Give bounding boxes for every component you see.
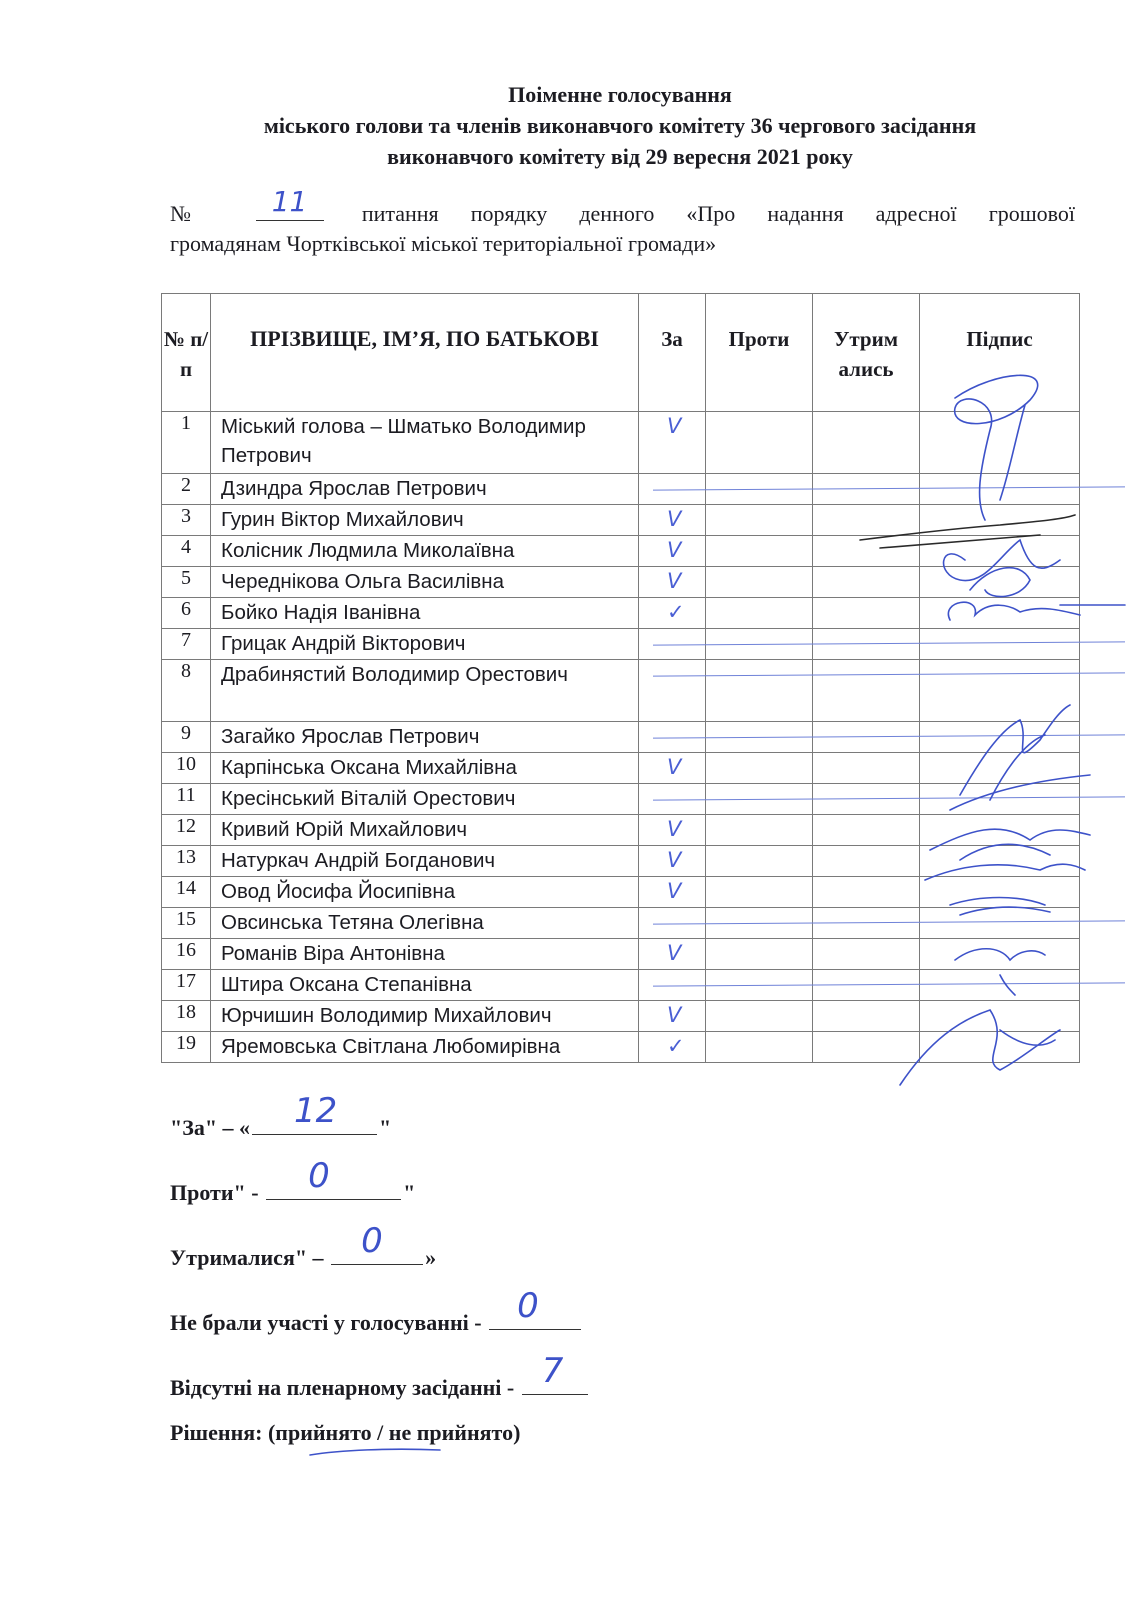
table-row <box>162 598 1080 629</box>
vote-abstain-cell <box>813 598 920 629</box>
row-number: 16 <box>162 939 211 970</box>
header-against: Проти <box>706 294 813 412</box>
member-name: Штира Оксана Степанівна <box>211 970 639 1001</box>
vote-for-cell <box>639 660 706 722</box>
row-number: 15 <box>162 908 211 939</box>
vote-for-cell <box>639 877 706 908</box>
abstain-count-field <box>331 1221 423 1265</box>
not-voted-count-field <box>489 1286 581 1330</box>
question-line-1 <box>170 185 1076 230</box>
row-number: 10 <box>162 753 211 784</box>
table-row <box>162 970 1080 1001</box>
signature-cell <box>920 1032 1080 1063</box>
table-row <box>162 784 1080 815</box>
vote-against-cell <box>706 1001 813 1032</box>
member-name: Кресінський Віталій Орестович <box>211 784 639 815</box>
absent-count-field <box>522 1351 588 1395</box>
vote-abstain-cell <box>813 567 920 598</box>
table-row <box>162 474 1080 505</box>
signature-cell <box>920 846 1080 877</box>
vote-against-cell <box>706 412 813 474</box>
vote-check-mark: V <box>667 1003 682 1027</box>
vote-check-mark: V <box>667 507 682 531</box>
member-name: Кривий Юрій Михайлович <box>211 815 639 846</box>
vote-abstain-cell <box>813 815 920 846</box>
vote-against-cell <box>706 877 813 908</box>
member-name: Дзиндра Ярослав Петрович <box>211 474 639 505</box>
signature-cell <box>920 784 1080 815</box>
vote-check-mark: V <box>667 941 682 965</box>
summary-against: Проти" - 0 " <box>170 1156 416 1205</box>
vote-abstain-cell <box>813 970 920 1001</box>
vote-for-cell <box>639 815 706 846</box>
question-line-2: громадянам Чортківської міської територіальної громади» <box>170 231 717 256</box>
vote-against-cell <box>706 1032 813 1063</box>
vote-check-mark: V <box>667 414 682 438</box>
vote-abstain-cell <box>813 1032 920 1063</box>
vote-for-cell <box>639 908 706 939</box>
vote-abstain-cell <box>813 722 920 753</box>
vote-abstain-cell <box>813 474 920 505</box>
vote-against-cell <box>706 536 813 567</box>
signature-cell <box>920 567 1080 598</box>
vote-check-mark: V <box>667 879 682 903</box>
vote-for-cell <box>639 629 706 660</box>
signature-cell <box>920 908 1080 939</box>
vote-for-cell <box>639 567 706 598</box>
summary-decision: Рішення: (прийнято / не прийнято) <box>170 1420 521 1445</box>
row-number: 18 <box>162 1001 211 1032</box>
table-row <box>162 660 1080 722</box>
header-name: ПРІЗВИЩЕ, ІМ’Я, ПО БАТЬКОВІ <box>211 294 639 412</box>
signature-cell <box>920 474 1080 505</box>
vote-abstain-cell <box>813 908 920 939</box>
member-name: Загайко Ярослав Петрович <box>211 722 639 753</box>
member-name: Міський голова – Шматько Володимир Петрович <box>211 412 639 474</box>
signature-cell <box>920 877 1080 908</box>
member-name: Карпінська Оксана Михайлівна <box>211 753 639 784</box>
vote-for-cell <box>639 939 706 970</box>
signature-cell <box>920 412 1080 474</box>
question-number-field <box>256 185 324 221</box>
signature-cell <box>920 598 1080 629</box>
table-row <box>162 567 1080 598</box>
table-row <box>162 753 1080 784</box>
vote-abstain-cell <box>813 412 920 474</box>
vote-against-cell <box>706 908 813 939</box>
table-header-row <box>162 294 1080 412</box>
signature-cell <box>920 629 1080 660</box>
handwritten-absent-count: 7 <box>541 1351 564 1391</box>
vote-against-cell <box>706 505 813 536</box>
header-for: За <box>639 294 706 412</box>
header-abstain: Утрим ались <box>813 294 920 412</box>
member-name: Натуркач Андрій Богданович <box>211 846 639 877</box>
member-name: Гурин Віктор Михайлович <box>211 505 639 536</box>
vote-check-mark: V <box>667 848 682 872</box>
vote-against-cell <box>706 970 813 1001</box>
vote-check-mark: V <box>667 538 682 562</box>
vote-check-mark: V <box>667 755 682 779</box>
vote-abstain-cell <box>813 784 920 815</box>
vote-for-cell <box>639 1001 706 1032</box>
handwritten-against-count: 0 <box>308 1156 330 1196</box>
row-number: 19 <box>162 1032 211 1063</box>
row-number: 1 <box>162 412 211 474</box>
vote-against-cell <box>706 722 813 753</box>
table-row <box>162 629 1080 660</box>
table-row <box>162 412 1080 474</box>
vote-abstain-cell <box>813 536 920 567</box>
member-name: Овсинська Тетяна Олегівна <box>211 908 639 939</box>
vote-abstain-cell <box>813 660 920 722</box>
row-number: 13 <box>162 846 211 877</box>
vote-abstain-cell <box>813 846 920 877</box>
vote-for-cell <box>639 505 706 536</box>
handwritten-not-voted-count: 0 <box>517 1286 539 1326</box>
signature-cell <box>920 939 1080 970</box>
row-number: 2 <box>162 474 211 505</box>
vote-for-cell <box>639 474 706 505</box>
vote-against-cell <box>706 815 813 846</box>
vote-for-cell <box>639 784 706 815</box>
vote-against-cell <box>706 846 813 877</box>
summary-absent: Відсутні на пленарному засіданні - 7 <box>170 1372 590 1399</box>
signature-cell <box>920 753 1080 784</box>
handwritten-abstain-count: 0 <box>361 1221 383 1261</box>
vote-against-cell <box>706 939 813 970</box>
document-subtitle: міського голови та членів виконавчого комітету 36 чергового засідання <box>263 113 977 138</box>
table-row <box>162 877 1080 908</box>
vote-abstain-cell <box>813 1001 920 1032</box>
table-row <box>162 908 1080 939</box>
decision-underline <box>310 1449 440 1455</box>
header-number: № п/ п <box>162 294 211 412</box>
member-name: Овод Йосифа Йосипівна <box>211 877 639 908</box>
vote-table <box>161 293 1080 1063</box>
vote-check-mark: V <box>667 569 682 593</box>
signature-cell <box>920 722 1080 753</box>
document-date-line: виконавчого комітету від 29 вересня 2021 року <box>387 144 853 169</box>
number-sign: № <box>170 201 218 226</box>
vote-abstain-cell <box>813 505 920 536</box>
vote-check-mark: V <box>667 817 682 841</box>
vote-for-cell <box>639 753 706 784</box>
vote-against-cell <box>706 660 813 722</box>
vote-for-cell <box>639 598 706 629</box>
signature-cell <box>920 970 1080 1001</box>
row-number: 7 <box>162 629 211 660</box>
summary-for: "За" – « 12 " <box>170 1091 392 1140</box>
header-signature: Підпис <box>920 294 1080 412</box>
signature-cell <box>920 815 1080 846</box>
table-row <box>162 939 1080 970</box>
vote-for-cell <box>639 846 706 877</box>
member-name: Яремовська Світлана Любомирівна <box>211 1032 639 1063</box>
row-number: 14 <box>162 877 211 908</box>
document-title: Поіменне голосування <box>508 82 732 107</box>
table-row <box>162 536 1080 567</box>
row-number: 6 <box>162 598 211 629</box>
signature-cell <box>920 536 1080 567</box>
row-number: 17 <box>162 970 211 1001</box>
member-name: Драбинястий Володимир Орестович <box>211 660 639 722</box>
against-count-field <box>266 1156 401 1200</box>
row-number: 4 <box>162 536 211 567</box>
vote-for-cell <box>639 970 706 1001</box>
row-number: 8 <box>162 660 211 722</box>
signature-cell <box>920 1001 1080 1032</box>
table-row <box>162 722 1080 753</box>
question-text-1: питання порядку денного «Про надання адресної грошової <box>361 201 1076 226</box>
signature-cell <box>920 660 1080 722</box>
vote-check-mark: ✓ <box>667 600 685 624</box>
vote-against-cell <box>706 598 813 629</box>
member-name: Череднікова Ольга Василівна <box>211 567 639 598</box>
vote-for-cell <box>639 1032 706 1063</box>
vote-for-cell <box>639 412 706 474</box>
vote-abstain-cell <box>813 877 920 908</box>
member-name: Колісник Людмила Миколаївна <box>211 536 639 567</box>
handwritten-question-number: 11 <box>271 185 308 218</box>
signature-cell <box>920 505 1080 536</box>
vote-abstain-cell <box>813 939 920 970</box>
vote-for-cell <box>639 536 706 567</box>
vote-against-cell <box>706 567 813 598</box>
table-row <box>162 505 1080 536</box>
vote-abstain-cell <box>813 753 920 784</box>
handwritten-for-count: 12 <box>294 1091 338 1131</box>
summary-abstain: Утрималися" – 0 » <box>170 1221 437 1270</box>
row-number: 3 <box>162 505 211 536</box>
row-number: 9 <box>162 722 211 753</box>
row-number: 12 <box>162 815 211 846</box>
member-name: Грицак Андрій Вікторович <box>211 629 639 660</box>
vote-against-cell <box>706 474 813 505</box>
row-number: 11 <box>162 784 211 815</box>
member-name: Бойко Надія Іванівна <box>211 598 639 629</box>
table-row <box>162 1032 1080 1063</box>
table-row <box>162 1001 1080 1032</box>
vote-check-mark: ✓ <box>667 1034 685 1058</box>
member-name: Романів Віра Антонівна <box>211 939 639 970</box>
member-name: Юрчишин Володимир Михайлович <box>211 1001 639 1032</box>
vote-against-cell <box>706 784 813 815</box>
vote-abstain-cell <box>813 629 920 660</box>
table-row <box>162 815 1080 846</box>
row-number: 5 <box>162 567 211 598</box>
summary-not-voted: Не брали участі у голосуванні - 0 <box>170 1307 583 1334</box>
vote-against-cell <box>706 629 813 660</box>
table-row <box>162 846 1080 877</box>
vote-against-cell <box>706 753 813 784</box>
vote-for-cell <box>639 722 706 753</box>
